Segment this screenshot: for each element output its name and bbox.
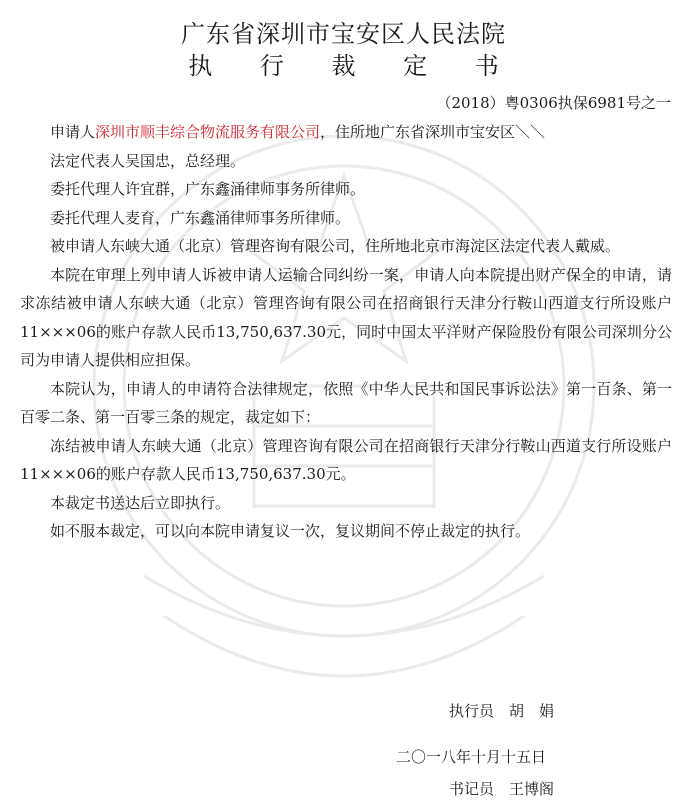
executor-signature: 执行员 胡 娟 — [449, 702, 555, 720]
court-name: 广东省深圳市宝安区人民法院 — [181, 20, 506, 48]
ruling-paragraph: 冻结被申请人东峡大通（北京）管理咨询有限公司在招商银行天津分行鞍山西道支行所设账户11×××06的账户存款人民币13,750,637.30元。 — [20, 436, 672, 483]
applicant-prefix: 申请人 — [50, 123, 96, 141]
case-facts-paragraph: 本院在审理上列申请人诉被申请人运输合同纠纷一案，申请人向本院提出财产保全的申请，请求冻结被申请人东峡大通（北京）管理咨询有限公司在招商银行天津分行鞍山西道支行所设账户11×××06的账户存款人民币13,750,637.30元，同时中国太平洋财产保险股份有限公司深圳分公司为申请人提供相应担保。 — [20, 265, 672, 369]
agent-1: 委托代理人许宜群，广东鑫涌律师事务所律师。 — [50, 180, 366, 198]
legal-representative: 法定代表人吴国忠，总经理。 — [50, 151, 246, 170]
respondent-paragraph: 被申请人东峡大通（北京）管理咨询有限公司，住所地北京市海淀区法定代表人戴威。 — [50, 237, 621, 255]
ruling-date: 二〇一八年十月十五日 — [396, 748, 547, 766]
agent-2: 委托代理人麦育，广东鑫涌律师事务所律师。 — [50, 208, 351, 227]
execution-paragraph: 本裁定书送达后立即执行。 — [50, 493, 231, 512]
case-number: （2018）粤0306执保6981号之一 — [436, 94, 671, 112]
document-title: 执 行 裁 定 书 — [188, 52, 519, 80]
appeal-paragraph: 如不服本裁定，可以向本院申请复议一次，复议期间不停止裁定的执行。 — [50, 522, 531, 540]
ruling-body — [20, 118, 672, 546]
court-opinion-paragraph: 本院认为，申请人的申请符合法律规定，依照《中华人民共和国民事诉讼法》第一百条、第一百零二条、第一百零三条的规定，裁定如下： — [20, 379, 672, 426]
applicant-address: ，住所地广东省深圳市宝安区＼＼ — [320, 123, 546, 141]
applicant-name: 深圳市顺丰综合物流服务有限公司 — [95, 123, 321, 141]
clerk-signature: 书记员 王博阁 — [449, 780, 555, 798]
applicant-paragraph — [20, 118, 672, 147]
